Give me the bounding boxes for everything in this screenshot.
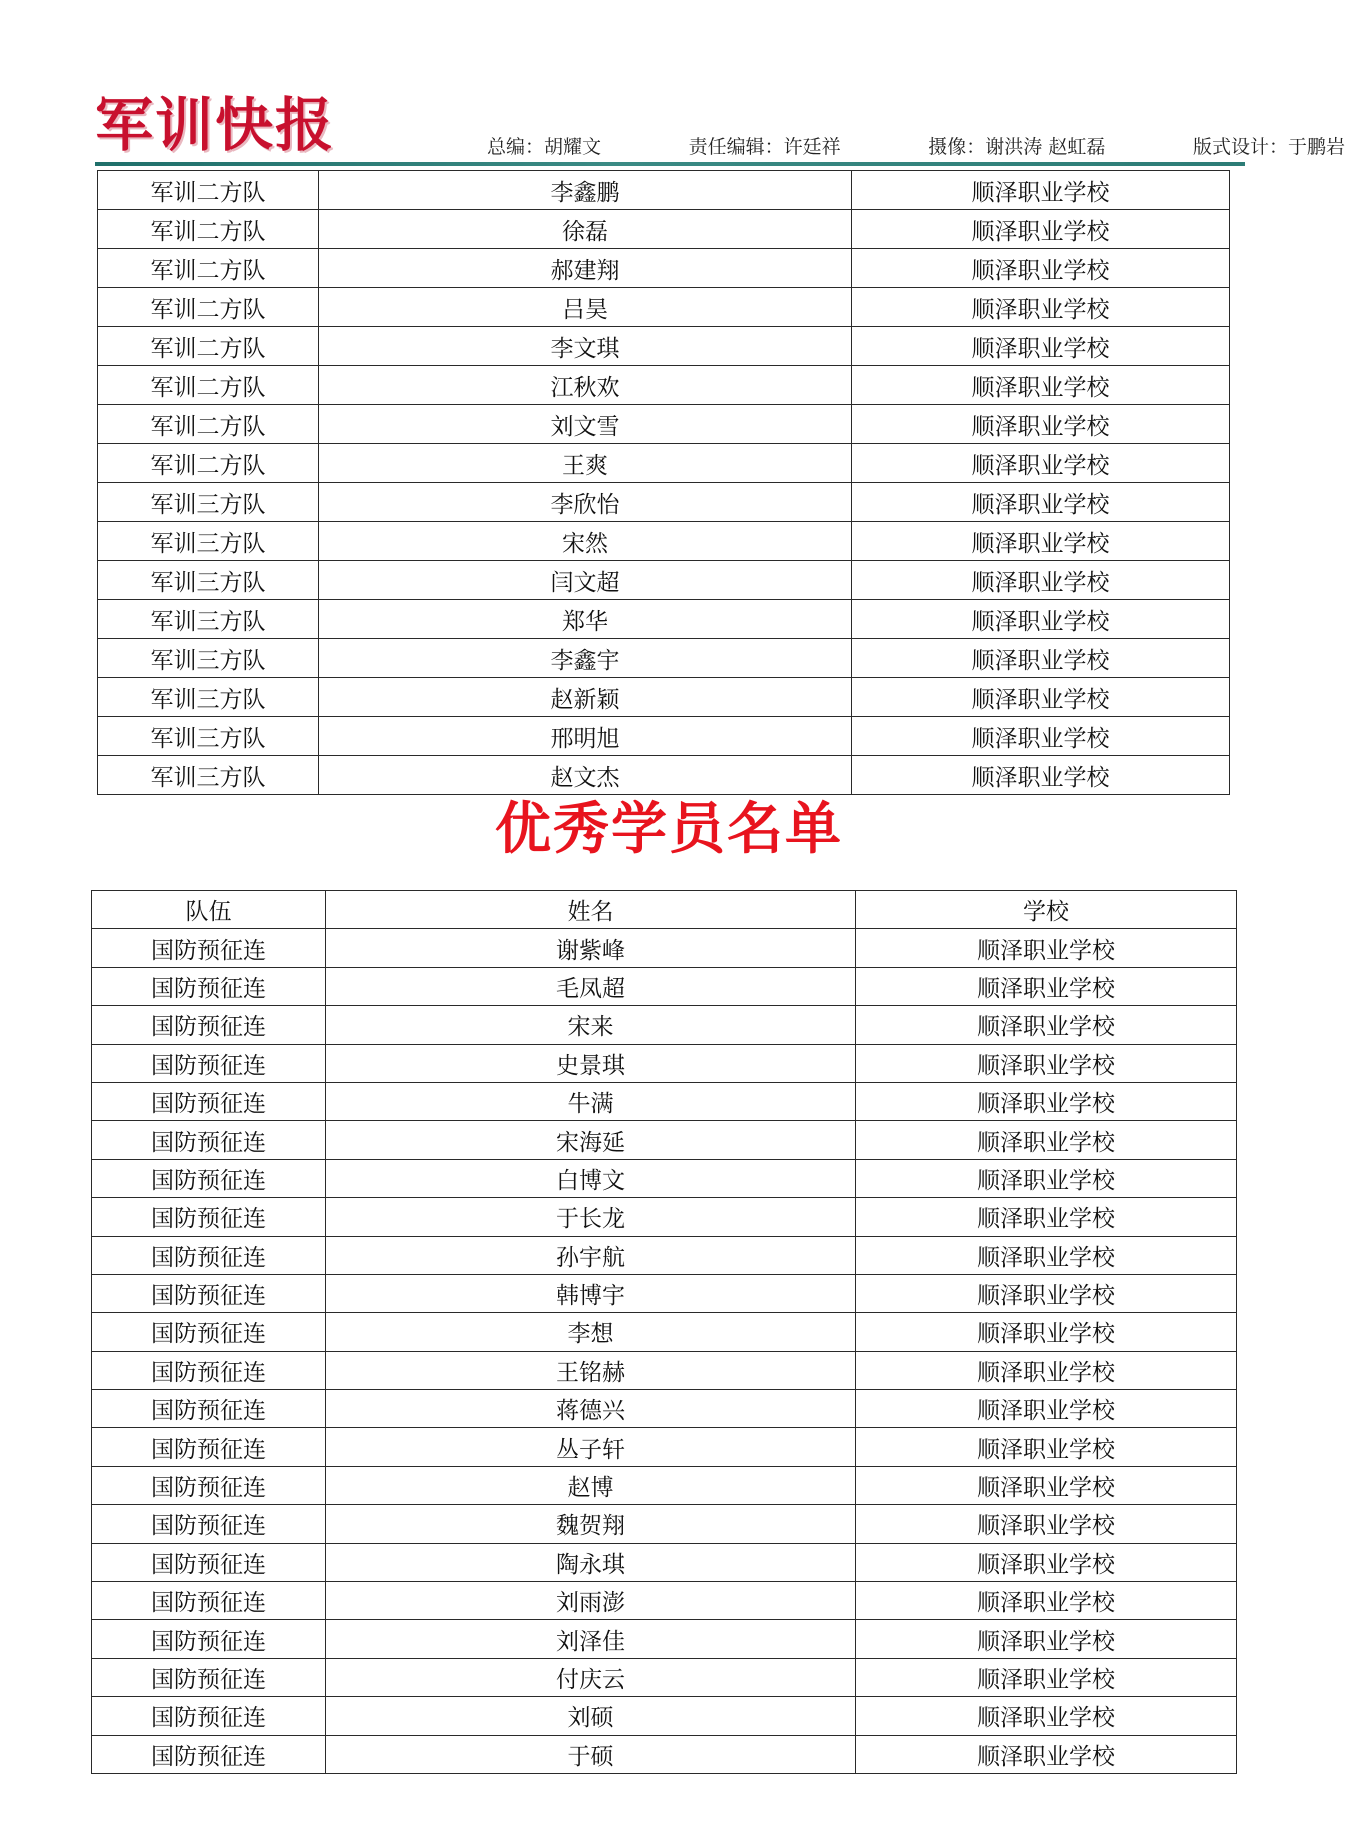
cell-school: 顺泽职业学校 (856, 1658, 1237, 1696)
table-row (98, 210, 1230, 249)
cell-name: 刘雨澎 (326, 1582, 856, 1620)
cell-name: 蒋德兴 (326, 1390, 856, 1428)
cell-school: 顺泽职业学校 (856, 1390, 1237, 1428)
header-rule (95, 162, 1245, 166)
cell-school: 顺泽职业学校 (856, 1505, 1237, 1543)
cell-school: 顺泽职业学校 (852, 678, 1230, 717)
table-row (92, 1428, 1237, 1466)
cell-team: 国防预征连 (92, 1505, 326, 1543)
cell-school: 顺泽职业学校 (856, 1006, 1237, 1044)
cell-team: 国防预征连 (92, 1198, 326, 1236)
table-row (92, 1505, 1237, 1543)
table-row (92, 1390, 1237, 1428)
table-row (92, 1082, 1237, 1120)
table-row (98, 444, 1230, 483)
column-header-name: 姓名 (326, 891, 856, 929)
table-row (98, 288, 1230, 327)
cell-name: 李想 (326, 1313, 856, 1351)
cell-school: 顺泽职业学校 (856, 1198, 1237, 1236)
cell-team: 军训二方队 (98, 327, 319, 366)
cell-team: 军训二方队 (98, 210, 319, 249)
cell-name: 于硕 (326, 1735, 856, 1773)
table-row (98, 600, 1230, 639)
cell-school: 顺泽职业学校 (856, 929, 1237, 967)
cell-team: 军训三方队 (98, 756, 319, 795)
credit-responsible-editor: 责任编辑：许廷祥 (688, 136, 841, 158)
cell-team: 国防预征连 (92, 1351, 326, 1389)
table-row (92, 1121, 1237, 1159)
table-row (92, 1236, 1237, 1274)
table-row (98, 561, 1230, 600)
cell-team: 国防预征连 (92, 1044, 326, 1082)
cell-school: 顺泽职业学校 (856, 1428, 1237, 1466)
credit-layout-design: 版式设计：于鹏岩 (1192, 136, 1345, 158)
table-row (92, 1198, 1237, 1236)
table-row (92, 1044, 1237, 1082)
cell-school: 顺泽职业学校 (856, 1236, 1237, 1274)
cell-school: 顺泽职业学校 (852, 405, 1230, 444)
cell-school: 顺泽职业学校 (856, 1582, 1237, 1620)
cell-team: 国防预征连 (92, 1582, 326, 1620)
cell-team: 国防预征连 (92, 1082, 326, 1120)
table-row (92, 1735, 1237, 1773)
cell-team: 军训三方队 (98, 678, 319, 717)
credit-photography: 摄像：谢洪涛 赵虹磊 (928, 136, 1106, 158)
cell-team: 军训二方队 (98, 171, 319, 210)
cell-name: 陶永琪 (326, 1543, 856, 1581)
excellent-students-table (91, 890, 1237, 1774)
table-row (92, 1658, 1237, 1696)
cell-school: 顺泽职业学校 (856, 1543, 1237, 1581)
table-row (92, 1006, 1237, 1044)
cell-name: 郝建翔 (319, 249, 852, 288)
cell-school: 顺泽职业学校 (856, 1313, 1237, 1351)
cell-school: 顺泽职业学校 (852, 522, 1230, 561)
cell-team: 军训二方队 (98, 249, 319, 288)
table-row (98, 327, 1230, 366)
cell-name: 于长龙 (326, 1198, 856, 1236)
column-header-team: 队伍 (92, 891, 326, 929)
cell-name: 宋然 (319, 522, 852, 561)
cell-name: 郑华 (319, 600, 852, 639)
roster-table-continued (97, 170, 1230, 795)
cell-name: 赵博 (326, 1466, 856, 1504)
cell-name: 毛凤超 (326, 967, 856, 1005)
column-header-school: 学校 (856, 891, 1237, 929)
cell-team: 国防预征连 (92, 1121, 326, 1159)
table-row (98, 678, 1230, 717)
cell-name: 赵文杰 (319, 756, 852, 795)
cell-name: 刘文雪 (319, 405, 852, 444)
cell-school: 顺泽职业学校 (852, 249, 1230, 288)
cell-school: 顺泽职业学校 (856, 1159, 1237, 1197)
cell-name: 闫文超 (319, 561, 852, 600)
table-row (92, 1159, 1237, 1197)
cell-team: 国防预征连 (92, 929, 326, 967)
table-row (92, 1582, 1237, 1620)
cell-school: 顺泽职业学校 (852, 600, 1230, 639)
cell-team: 军训三方队 (98, 561, 319, 600)
table-row (92, 1543, 1237, 1581)
cell-team: 国防预征连 (92, 1159, 326, 1197)
cell-name: 宋来 (326, 1006, 856, 1044)
credit-editor-in-chief: 总编：胡耀文 (487, 136, 602, 158)
cell-school: 顺泽职业学校 (852, 639, 1230, 678)
cell-school: 顺泽职业学校 (852, 366, 1230, 405)
cell-name: 魏贺翔 (326, 1505, 856, 1543)
table-row (98, 249, 1230, 288)
table-row (98, 639, 1230, 678)
cell-team: 国防预征连 (92, 1620, 326, 1658)
cell-team: 军训二方队 (98, 288, 319, 327)
cell-name: 徐磊 (319, 210, 852, 249)
table-row (98, 717, 1230, 756)
table-row (92, 1620, 1237, 1658)
cell-school: 顺泽职业学校 (856, 1044, 1237, 1082)
cell-team: 军训二方队 (98, 405, 319, 444)
cell-school: 顺泽职业学校 (856, 1121, 1237, 1159)
cell-name: 牛满 (326, 1082, 856, 1120)
cell-team: 军训三方队 (98, 522, 319, 561)
cell-school: 顺泽职业学校 (856, 1351, 1237, 1389)
table-row (92, 929, 1237, 967)
cell-school: 顺泽职业学校 (856, 1697, 1237, 1735)
cell-team: 国防预征连 (92, 1543, 326, 1581)
credits-line (487, 134, 1345, 160)
table-row (92, 1274, 1237, 1312)
cell-school: 顺泽职业学校 (852, 483, 1230, 522)
cell-school: 顺泽职业学校 (856, 1274, 1237, 1312)
cell-name: 李欣怡 (319, 483, 852, 522)
cell-team: 国防预征连 (92, 1428, 326, 1466)
cell-school: 顺泽职业学校 (852, 327, 1230, 366)
table-row (92, 1313, 1237, 1351)
table-header-row (92, 891, 1237, 929)
cell-team: 国防预征连 (92, 1313, 326, 1351)
table-row (98, 405, 1230, 444)
table-row (98, 171, 1230, 210)
cell-name: 王爽 (319, 444, 852, 483)
masthead (95, 91, 1345, 170)
cell-name: 邢明旭 (319, 717, 852, 756)
cell-team: 国防预征连 (92, 1466, 326, 1504)
cell-team: 军训三方队 (98, 600, 319, 639)
cell-team: 国防预征连 (92, 1006, 326, 1044)
table-row (92, 1697, 1237, 1735)
cell-name: 李鑫鹏 (319, 171, 852, 210)
cell-name: 赵新颖 (319, 678, 852, 717)
cell-team: 国防预征连 (92, 1236, 326, 1274)
table-row (98, 756, 1230, 795)
cell-school: 顺泽职业学校 (852, 171, 1230, 210)
cell-name: 刘硕 (326, 1697, 856, 1735)
table-row (92, 1351, 1237, 1389)
cell-school: 顺泽职业学校 (852, 444, 1230, 483)
cell-name: 李文琪 (319, 327, 852, 366)
cell-school: 顺泽职业学校 (852, 717, 1230, 756)
cell-name: 宋海延 (326, 1121, 856, 1159)
cell-name: 王铭赫 (326, 1351, 856, 1389)
cell-name: 史景琪 (326, 1044, 856, 1082)
newsletter-logo: 军训快报 (95, 91, 336, 159)
cell-team: 国防预征连 (92, 1390, 326, 1428)
table-row (92, 1466, 1237, 1504)
table-row (98, 366, 1230, 405)
cell-name: 吕昊 (319, 288, 852, 327)
cell-team: 军训三方队 (98, 483, 319, 522)
cell-school: 顺泽职业学校 (856, 1082, 1237, 1120)
cell-school: 顺泽职业学校 (856, 967, 1237, 1005)
cell-team: 军训二方队 (98, 444, 319, 483)
cell-team: 军训二方队 (98, 366, 319, 405)
cell-name: 韩博宇 (326, 1274, 856, 1312)
cell-name: 李鑫宇 (319, 639, 852, 678)
cell-name: 付庆云 (326, 1658, 856, 1696)
section-title: 优秀学员名单 (495, 797, 843, 862)
cell-school: 顺泽职业学校 (852, 756, 1230, 795)
cell-team: 军训三方队 (98, 717, 319, 756)
cell-name: 孙宇航 (326, 1236, 856, 1274)
cell-team: 国防预征连 (92, 967, 326, 1005)
cell-school: 顺泽职业学校 (852, 210, 1230, 249)
cell-name: 白博文 (326, 1159, 856, 1197)
cell-team: 国防预征连 (92, 1274, 326, 1312)
cell-school: 顺泽职业学校 (856, 1620, 1237, 1658)
table-row (92, 967, 1237, 1005)
cell-school: 顺泽职业学校 (852, 288, 1230, 327)
cell-school: 顺泽职业学校 (856, 1735, 1237, 1773)
cell-school: 顺泽职业学校 (852, 561, 1230, 600)
table-row (98, 522, 1230, 561)
cell-team: 国防预征连 (92, 1658, 326, 1696)
cell-name: 丛子轩 (326, 1428, 856, 1466)
cell-school: 顺泽职业学校 (856, 1466, 1237, 1504)
cell-team: 国防预征连 (92, 1697, 326, 1735)
cell-name: 谢紫峰 (326, 929, 856, 967)
cell-team: 军训三方队 (98, 639, 319, 678)
table-row (98, 483, 1230, 522)
cell-name: 刘泽佳 (326, 1620, 856, 1658)
cell-team: 国防预征连 (92, 1735, 326, 1773)
cell-name: 江秋欢 (319, 366, 852, 405)
